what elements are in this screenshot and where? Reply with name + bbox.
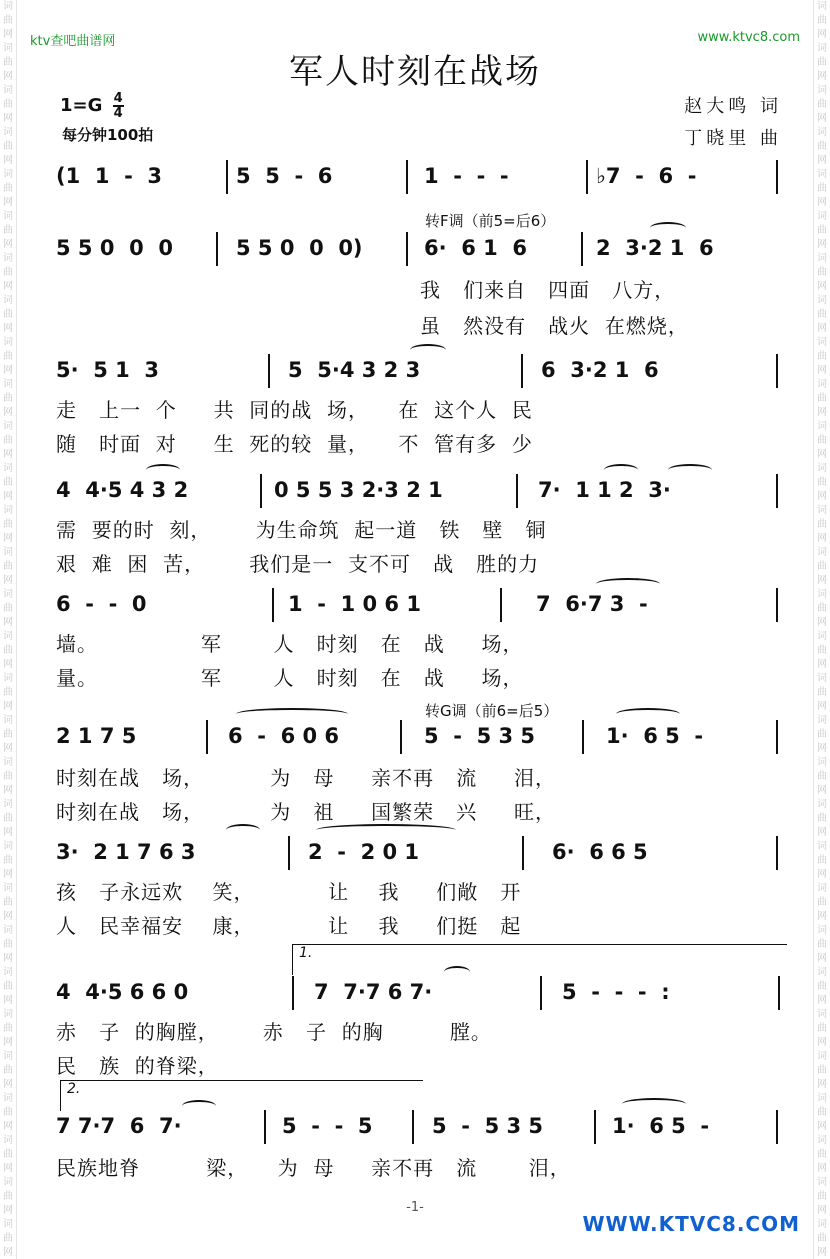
measure-22: 3· 2 1 7 6 3 — [56, 840, 196, 864]
modulation-g: 转G调（前6=后5） — [425, 702, 559, 720]
watermark-left: 词曲网词曲网词曲网词曲网词曲网词曲网词曲网词曲网词曲网词曲网词曲网词曲网词曲网词曲网词曲网词曲网词曲网词曲网词曲网词曲网词曲网词曲网词曲网词曲网词曲网词曲网词曲网词曲网词曲网词曲网 — [0, 0, 17, 1259]
composer: 丁晓里 曲 — [684, 128, 782, 149]
barline — [412, 1110, 414, 1144]
slur — [668, 464, 712, 476]
measure-19: 6 - 6 0 6 — [228, 724, 340, 748]
site-url-header: www.ktvc8.com — [697, 30, 800, 45]
lyric-line: 孩 子永远欢 笑， 让 我 们敞 开 — [56, 880, 522, 904]
tempo: 每分钟100拍 — [62, 126, 154, 144]
measure-26: 7 7·7 6 7· — [314, 980, 433, 1004]
barline — [288, 836, 290, 870]
barline — [776, 836, 778, 870]
score-row-4 — [56, 470, 786, 510]
lyric-line: 量。 军 人 时刻 在 战 场， — [56, 666, 524, 690]
barline — [776, 1110, 778, 1144]
time-signature — [113, 92, 124, 120]
barline — [581, 232, 583, 266]
measure-31: 1· 6 5 - — [612, 1114, 710, 1138]
slur — [604, 464, 638, 476]
measure-2: 5 5 - 6 — [236, 164, 333, 188]
measure-6: 5 5 0 0 0) — [236, 236, 363, 260]
modulation-f: 转F调（前5=后6） — [425, 212, 556, 230]
measure — [541, 350, 830, 390]
key-label: 1=G — [60, 95, 103, 116]
measure-7: 6· 6 1 6 — [424, 236, 527, 260]
page-number: -1- — [406, 1200, 424, 1215]
volta-1-label: 1. — [299, 945, 313, 961]
measure-5: 5 5 0 0 0 — [56, 236, 173, 260]
lyric-line: 走 上一 个 共 同的战 场， 在 这个人 民 — [56, 398, 533, 422]
watermark-right: 词曲网词曲网词曲网词曲网词曲网词曲网词曲网词曲网词曲网词曲网词曲网词曲网词曲网词曲网词曲网词曲网词曲网词曲网词曲网词曲网词曲网词曲网词曲网词曲网词曲网词曲网词曲网词曲网词曲网词曲网 — [813, 0, 830, 1259]
lyric-line: 民 族 的脊梁， — [56, 1054, 219, 1078]
barline — [540, 976, 542, 1010]
score-row-5 — [56, 584, 786, 624]
score-row-6 — [56, 716, 786, 756]
barline — [272, 588, 274, 622]
measure-16: 1 - 1 0 6 1 — [288, 592, 421, 616]
measure-10: 5 5·4 3 2 3 — [288, 358, 421, 382]
barline — [594, 1110, 596, 1144]
measure — [562, 972, 830, 1012]
slur — [182, 1100, 216, 1112]
barline — [260, 474, 262, 508]
barline — [400, 720, 402, 754]
volta-1 — [292, 944, 787, 975]
barline — [268, 354, 270, 388]
time-sig-top: 4 — [113, 91, 123, 106]
lyric-line: 墙。 军 人 时刻 在 战 场， — [56, 632, 524, 656]
lyric-line: 我 们来自 四面 八方， — [420, 278, 676, 302]
measure-24: 6· 6 6 5 — [552, 840, 648, 864]
slur — [444, 966, 470, 978]
barline — [406, 232, 408, 266]
slur — [236, 708, 348, 720]
slur — [650, 222, 686, 234]
barline — [776, 354, 778, 388]
measure-13: 0 5 5 3 2·3 2 1 — [274, 478, 443, 502]
measure-17: 7 6·7 3 - — [536, 592, 648, 616]
lyric-line: 虽 然没有 战火 在燃烧， — [420, 314, 689, 338]
barline — [500, 588, 502, 622]
measure-18: 2 1 7 5 — [56, 724, 137, 748]
measure-1: (1 1 - 3 — [56, 164, 163, 188]
measure — [596, 156, 830, 196]
score-row-7 — [56, 832, 786, 872]
barline — [582, 720, 584, 754]
measure-25: 4 4·5 6 6 0 — [56, 980, 189, 1004]
measure-23: 2 - 2 0 1 — [308, 840, 420, 864]
slur — [622, 1098, 686, 1110]
score-row-9 — [56, 1106, 786, 1146]
slur — [146, 464, 180, 476]
measure-8: 2 3·2 1 6 — [596, 236, 714, 260]
slur — [316, 824, 456, 836]
barline — [776, 720, 778, 754]
repeat-barline — [778, 976, 780, 1010]
barline — [776, 160, 778, 194]
key-signature — [60, 92, 124, 120]
measure — [612, 1106, 830, 1146]
barline — [406, 160, 408, 194]
measure — [538, 470, 830, 510]
lyric-line: 时刻在战 场， 为 祖 国繁荣 兴 旺， — [56, 800, 557, 824]
measure — [606, 716, 830, 756]
score-row-8 — [56, 972, 786, 1012]
barline — [206, 720, 208, 754]
site-name-header: ktv查吧曲谱网 — [30, 34, 116, 49]
barline — [586, 160, 588, 194]
barline — [292, 976, 294, 1010]
barline — [776, 588, 778, 622]
measure-4: ♭7 - 6 - — [596, 164, 697, 188]
measure-11: 6 3·2 1 6 — [541, 358, 659, 382]
measure-3: 1 - - - — [424, 164, 509, 188]
measure-15: 6 - - 0 — [56, 592, 147, 616]
barline — [264, 1110, 266, 1144]
score-row-3 — [56, 350, 786, 390]
footer-logo: WWW.KTVC8.COM — [582, 1212, 800, 1236]
score-row-1 — [56, 156, 786, 196]
measure — [596, 228, 830, 268]
barline — [516, 474, 518, 508]
measure-29: 5 - - 5 — [282, 1114, 373, 1138]
lyric-line: 时刻在战 场， 为 母 亲不再 流 泪， — [56, 766, 557, 790]
barline — [521, 354, 523, 388]
slur — [410, 344, 446, 356]
barline — [776, 474, 778, 508]
measure-20: 5 - 5 3 5 — [424, 724, 536, 748]
volta-2-label: 2. — [67, 1081, 81, 1097]
barline — [226, 160, 228, 194]
lyric-line: 艰 难 困 苦， 我们是一 支不可 战 胜的力 — [56, 552, 540, 576]
measure-28: 7 7·7 6 7· — [56, 1114, 182, 1138]
time-sig-bottom: 4 — [113, 106, 123, 121]
barline — [216, 232, 218, 266]
slur — [596, 578, 660, 590]
measure-9: 5· 5 1 3 — [56, 358, 159, 382]
measure-12: 4 4·5 4 3 2 — [56, 478, 189, 502]
measure-14: 7· 1 1 2 3· — [538, 478, 671, 502]
lyric-line: 人 民幸福安 康， 让 我 们挺 起 — [56, 914, 522, 938]
measure-27: 5 - - - : — [562, 980, 670, 1004]
slur — [226, 824, 260, 836]
measure — [536, 584, 830, 624]
lyric-line: 需 要的时 刻， 为生命筑 起一道 铁 壁 铜 — [56, 518, 547, 542]
lyricist: 赵大鸣 词 — [684, 96, 782, 117]
lyric-line: 随 时面 对 生 死的较 量， 不 管有多 少 — [56, 432, 533, 456]
barline — [522, 836, 524, 870]
lyric-line: 赤 子 的胸膛， 赤 子 的胸 膛。 — [56, 1020, 492, 1044]
song-title: 军人时刻在战场 — [289, 52, 541, 92]
measure — [552, 832, 830, 872]
score-row-2 — [56, 228, 786, 268]
slur — [616, 708, 680, 720]
lyric-line: 民族地脊 梁， 为 母 亲不再 流 泪， — [56, 1156, 571, 1180]
measure-30: 5 - 5 3 5 — [432, 1114, 544, 1138]
measure-21: 1· 6 5 - — [606, 724, 704, 748]
